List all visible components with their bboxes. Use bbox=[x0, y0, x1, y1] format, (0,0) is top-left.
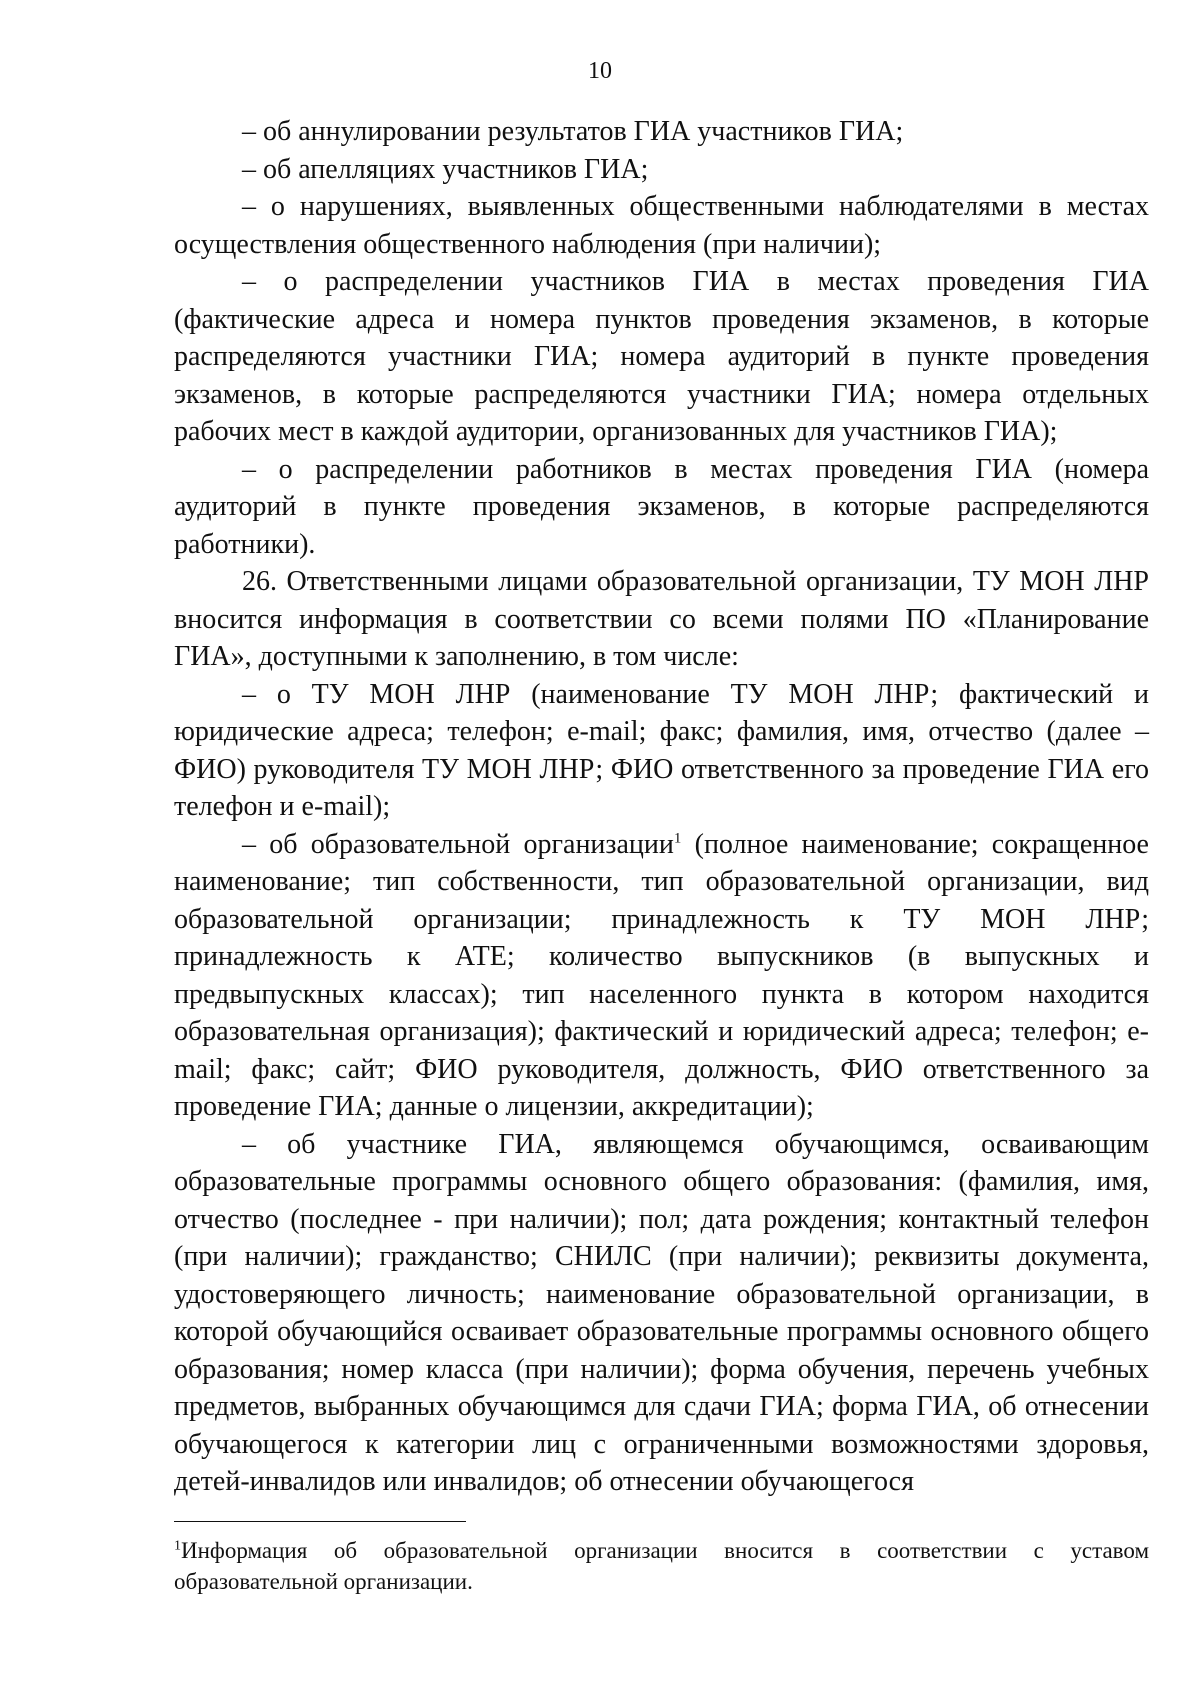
page-number: 10 bbox=[588, 58, 612, 84]
list-item-participant-distribution: – о распределении участников ГИА в местах проведения ГИА (фактические адреса и номера пунктов проведения экзаменов, в которые распределяются участники ГИА; номера аудиторий в пункте проведения экзаменов, в которые распределяются участники ГИА; номера отдельных рабочих мест в каждой аудитории, организованных для участников ГИА); bbox=[174, 266, 1149, 447]
footnote-text: Информация об образовательной организации вносится в соответствии с уставом образовательной организации. bbox=[174, 1538, 1149, 1594]
list-item-violations: – о нарушениях, выявленных общественными наблюдателями в местах осуществления общественного наблюдения (при наличии); bbox=[174, 191, 1149, 260]
list-item-educational-organization bbox=[174, 826, 1149, 1126]
list-item-staff-distribution: – о распределении работников в местах проведения ГИА (номера аудиторий в пункте проведения экзаменов, в которые распределяются работники). bbox=[174, 453, 1149, 560]
footnote bbox=[174, 1535, 1149, 1597]
footnote-reference: 1 bbox=[673, 830, 682, 847]
footnote-marker: 1 bbox=[174, 1538, 181, 1554]
org-paragraph-lead: – об образовательной организации bbox=[242, 828, 674, 860]
clause-26: 26. Ответственными лицами образовательной организации, ТУ МОН ЛНР вносится информация в соответствии со всеми полями ПО «Планирование ГИА», доступными к заполнению, в том числе: bbox=[174, 566, 1149, 672]
document-body bbox=[174, 113, 1149, 1501]
org-paragraph-rest: (полное наименование; сокращенное наименование; тип собственности, тип образовательной организации, вид образовательной организации; принадлежность к ТУ МОН ЛНР; принадлежность к АТЕ; количество выпускников (в выпускных и предвыпускных классах); тип населенного пункта в котором находится образовательная организация); фактический и юридический адреса; телефон; e-mail; факс; сайт; ФИО руководителя, должность, ФИО ответственного за проведение ГИА; данные о лицензии, аккредитации); bbox=[174, 828, 1149, 1122]
list-item-appeals: – об апелляциях участников ГИА; bbox=[242, 153, 649, 185]
list-item-tu-mon-lnr: – о ТУ МОН ЛНР (наименование ТУ МОН ЛНР; фактический и юридические адреса; телефон; e-mail; факс; фамилия, имя, отчество (далее – ФИО) руководителя ТУ МОН ЛНР; ФИО ответственного за проведение ГИА его телефон и e-mail); bbox=[174, 678, 1149, 822]
footnote-divider bbox=[174, 1521, 466, 1522]
list-item-annulment: – об аннулировании результатов ГИА участников ГИА; bbox=[242, 116, 904, 147]
list-item-participant: – об участнике ГИА, являющемся обучающимся, осваивающим образовательные программы основного общего образования: (фамилия, имя, отчество (последнее - при наличии); пол; дата рождения; контактный телефон (при наличии); гражданство; СНИЛС (при наличии); реквизиты документа, удостоверяющего личность; наименование образовательной организации, в которой обучающийся осваивает образовательные программы основного общего образования; номер класса (при наличии); форма обучения, перечень учебных предметов, выбранных обучающимся для сдачи ГИА; форма ГИА, об отнесении обучающегося к категории лиц с ограниченными возможностями здоровья, детей-инвалидов или инвалидов; об отнесении обучающегося bbox=[174, 1128, 1149, 1497]
